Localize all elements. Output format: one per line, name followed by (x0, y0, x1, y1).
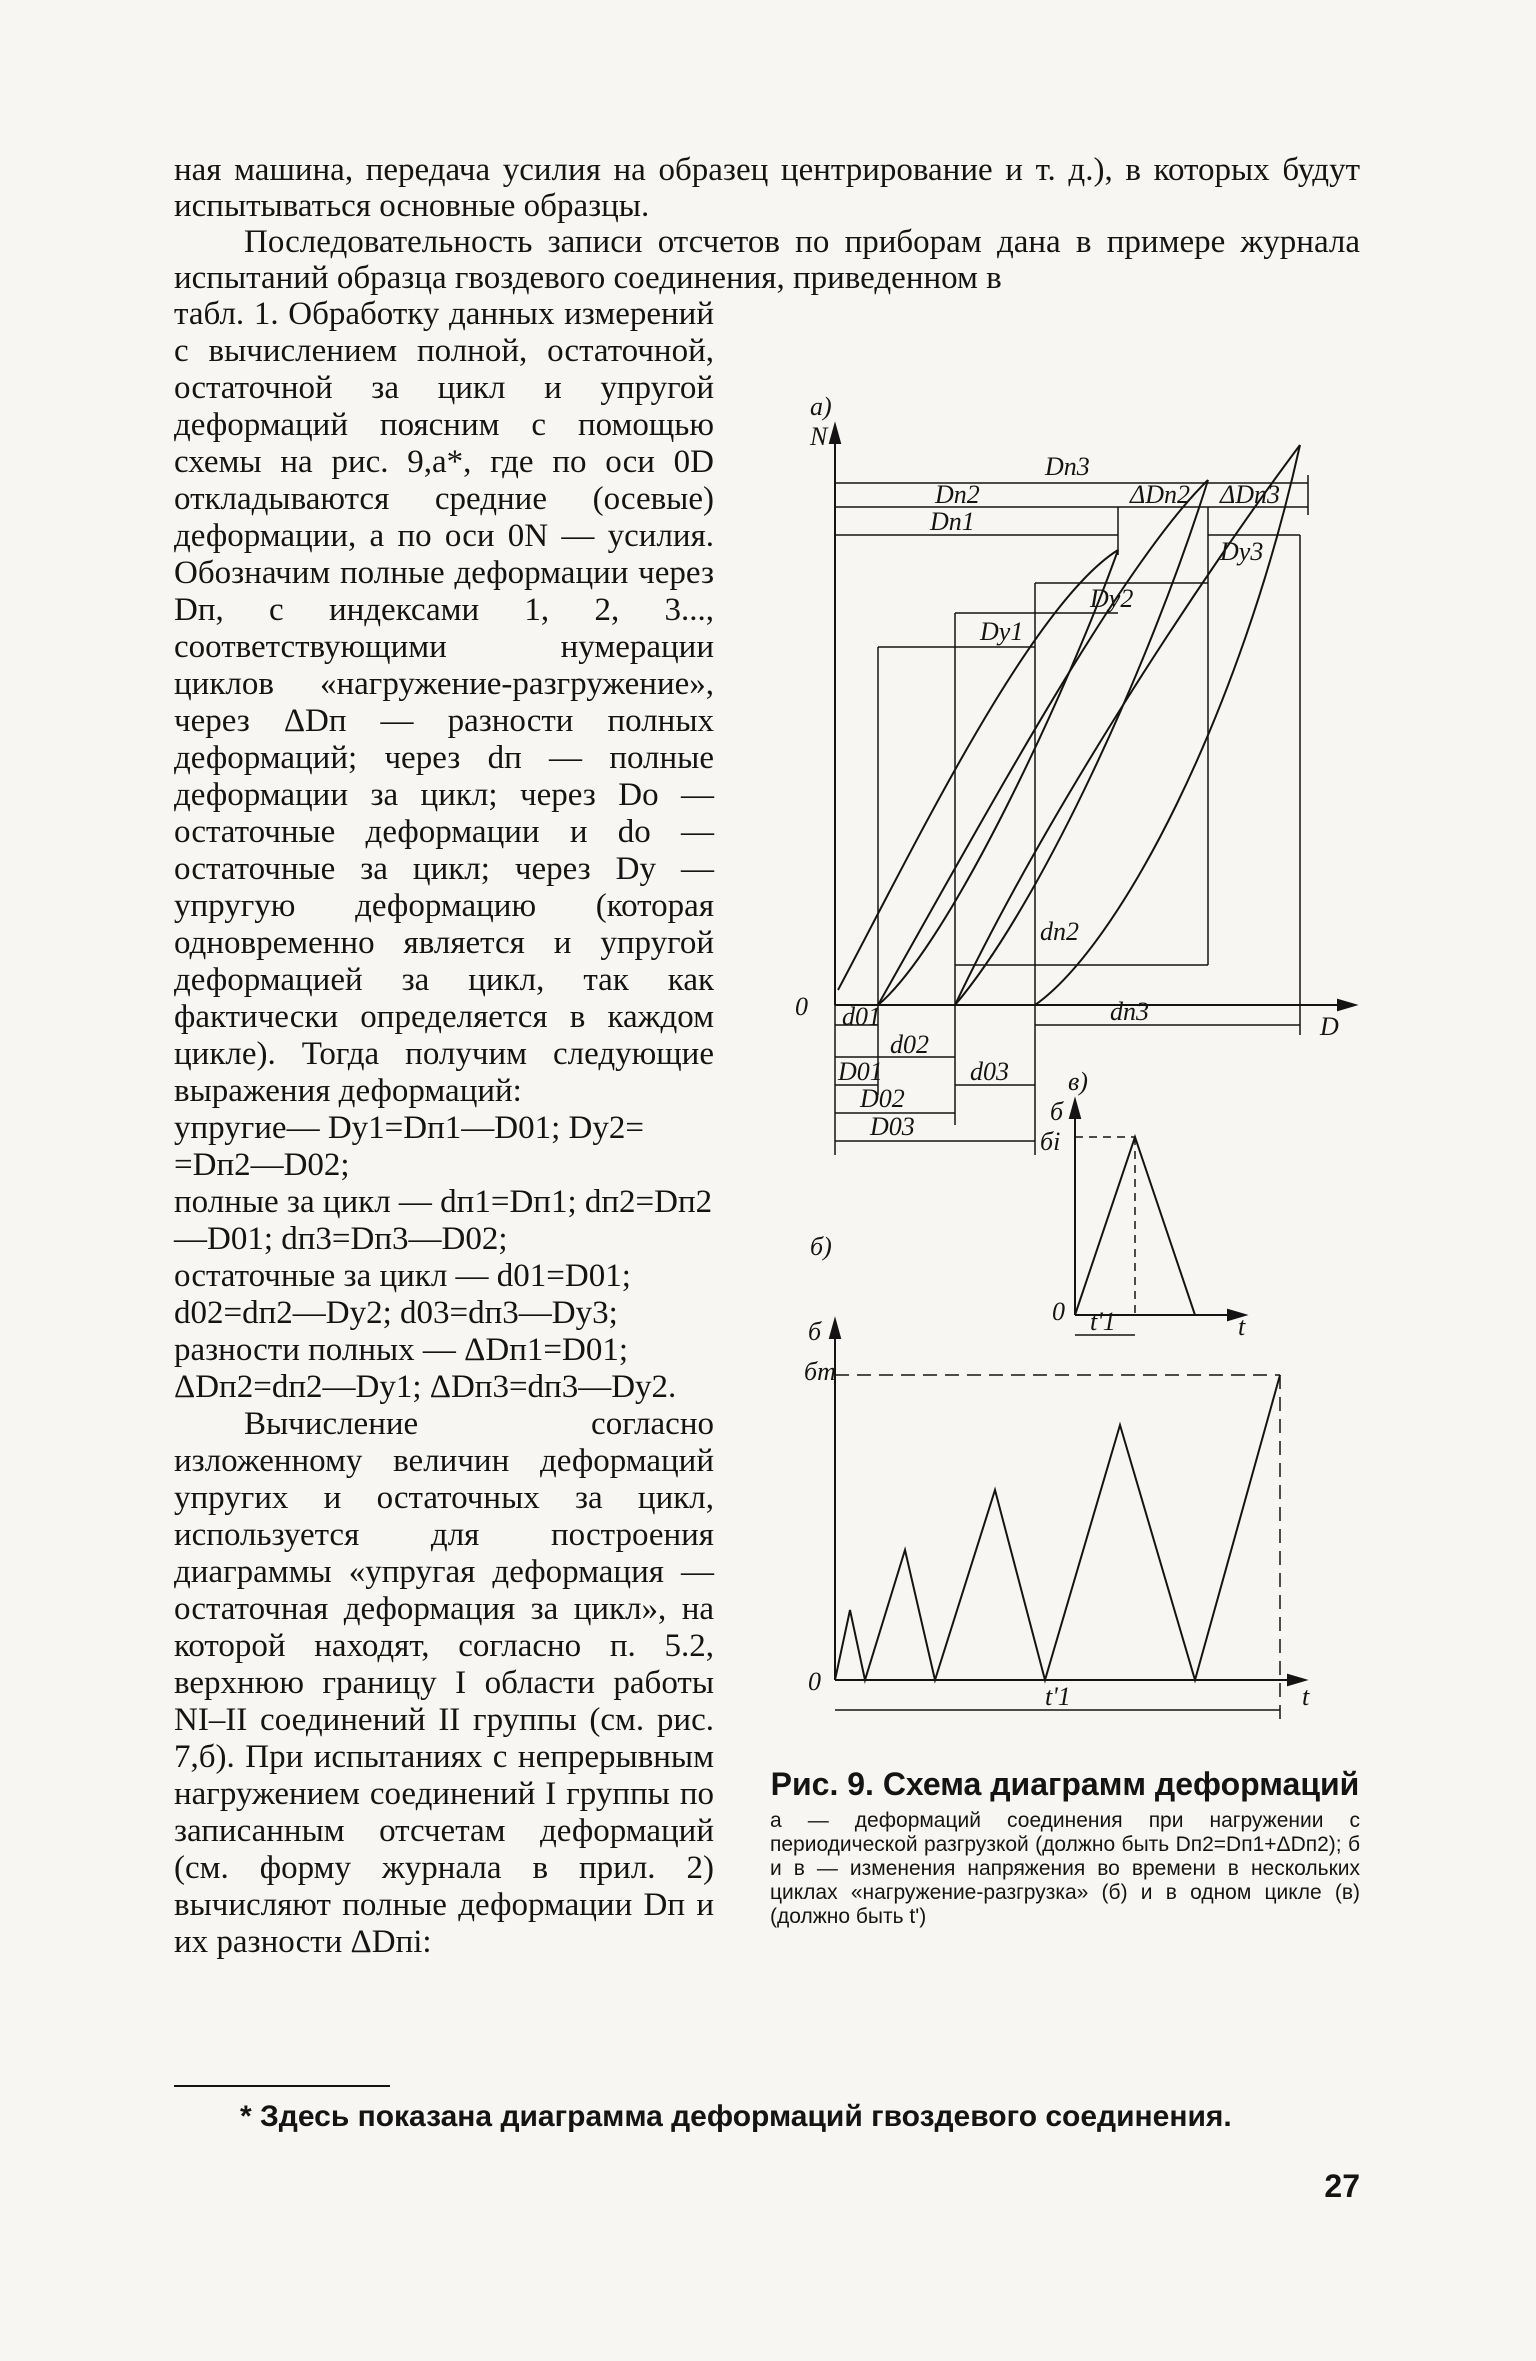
label-d03: d03 (970, 1057, 1009, 1086)
figure-caption (770, 1765, 1360, 1929)
d-axis-label: D (1320, 1012, 1339, 1041)
origin-a: 0 (795, 992, 808, 1021)
label-dp3-cycle: dп3 (1110, 997, 1149, 1026)
label-dp2-cycle: dп2 (1040, 917, 1079, 946)
footnote: * Здесь показана диаграмма деформаций гвоздевого соединения. (240, 2100, 1232, 2133)
formula-total-cycle: полные за цикл — dп1=Dп1; dп2=Dп2—D01; dп3=Dп3—D02; (174, 1184, 713, 1257)
label-dy1: Dу1 (980, 617, 1024, 646)
origin-v: 0 (1052, 1297, 1065, 1326)
label-dp1: Dп1 (930, 507, 975, 536)
label-d01: d01 (842, 1002, 881, 1031)
label-D03: D03 (870, 1112, 915, 1141)
label-dy2: Dу2 (1090, 584, 1134, 613)
label-dp3: Dп3 (1045, 452, 1090, 481)
paragraph-sequence: Последовательность записи отсчетов по приборам дана в примере журнала испытаний образца гвоздевого соединения, приведенном в (174, 224, 1360, 296)
n-axis-arrow (830, 425, 840, 443)
formula-differences: разности полных — ΔDп1=D01; ΔDп2=dп2—Dу1; ΔDп3=dп3—Dу2. (174, 1332, 677, 1405)
paragraph-processing: табл. 1. Обработку данных измерений с вычислением полной, остаточной, остаточной за цикл и упругой деформаций поясним с помощью схемы на рис. 9,а*, где по оси 0D откладываются средние (осевые) деформации, а по оси 0N — усилия. Обозначим полные деформации через Dп, с индексами 1, 2, 3..., соответствующими нумерации циклов «нагружение-разгружение», через ΔDп — разности полных деформаций; через dп — полные деформации за цикл; через Dо — остаточные деформации и dо — остаточные за цикл; через Dу — упругую деформацию (которая одновременно является и упругой деформацией за цикл, так как фактически определяется в каждом цикле). Тогда получим следующие выражения деформаций: (174, 296, 714, 1109)
formula-residual-cycle: остаточные за цикл — d01=D01; d02=dп2—Dу2; d03=dп3—Dу3; (174, 1258, 631, 1331)
paragraph-calculation: Вычисление согласно изложенному величин деформаций упругих и остаточных за цикл, используется для построения диаграммы «упругая деформация — остаточная деформация за цикл», на которой находят, согласно п. 5.2, верхнюю границу I области работы NI–II соединений II группы (см. рис. 7,б). При испытаниях с непрерывным нагружением соединений I группы по записанным отсчетам деформаций (см. форму журнала в прил. 2) вычисляют полные деформации Dп и их разности ΔDпi: (174, 1406, 714, 1960)
label-D01: D01 (838, 1057, 883, 1086)
panel-b-label: б) (810, 1232, 832, 1261)
t1-label-b: t'1 (1045, 1682, 1071, 1711)
d-axis-arrow (1338, 1000, 1355, 1010)
sigma-label-b: б (808, 1317, 822, 1346)
origin-b: 0 (808, 1667, 821, 1696)
loading-curve-3 (955, 445, 1300, 1005)
unloading-curve-2 (955, 480, 1208, 1005)
sigma-m-label: бm (804, 1357, 836, 1386)
page-number: 27 (1324, 2168, 1360, 2204)
caption-title: Рис. 9. Схема диаграмм деформаций (770, 1766, 1360, 1802)
label-D02: D02 (860, 1084, 905, 1113)
label-dp2: Dп2 (935, 480, 980, 509)
caption-body: а — деформаций соединения при нагружении с периодической разгрузкой (должно быть Dп2=Dп1+ΔDп2); б и в — изменения напряжения во времени в нескольких циклах «нагружение-разгрузка» (б) и в одном цикле (в) (должно быть t') (770, 1809, 1360, 1928)
sigma-label-v: б (1050, 1097, 1064, 1126)
footnote-divider (174, 2085, 390, 2087)
label-dy3: Dу3 (1220, 537, 1264, 566)
top-paragraphs (174, 152, 1360, 296)
left-column-text (174, 296, 714, 1961)
formula-elastic: упругие— Dу1=Dп1—D01; Dу2= =Dп2—D02; (174, 1110, 644, 1183)
figure-9 (790, 385, 1360, 1805)
label-ddp3: ΔDп3 (1220, 480, 1281, 509)
t1-label-v: t'1 (1090, 1307, 1116, 1336)
panel-v-label: в) (1068, 1067, 1088, 1096)
sigma-i-label: бi (1040, 1127, 1061, 1156)
multi-cycle-line (835, 1375, 1280, 1680)
deformation-diagrams (790, 385, 1360, 1765)
t-label-b: t (1302, 1682, 1310, 1711)
n-axis-label: N (810, 422, 828, 451)
label-d02: d02 (890, 1030, 929, 1059)
paragraph-continuation: ная машина, передача усилия на образец центрирование и т. д.), в которых будут испытываться основные образцы. (174, 152, 1360, 224)
label-ddp2: ΔDп2 (1130, 480, 1191, 509)
panel-a-label: а) (810, 392, 832, 421)
t-label-v: t (1238, 1312, 1246, 1341)
